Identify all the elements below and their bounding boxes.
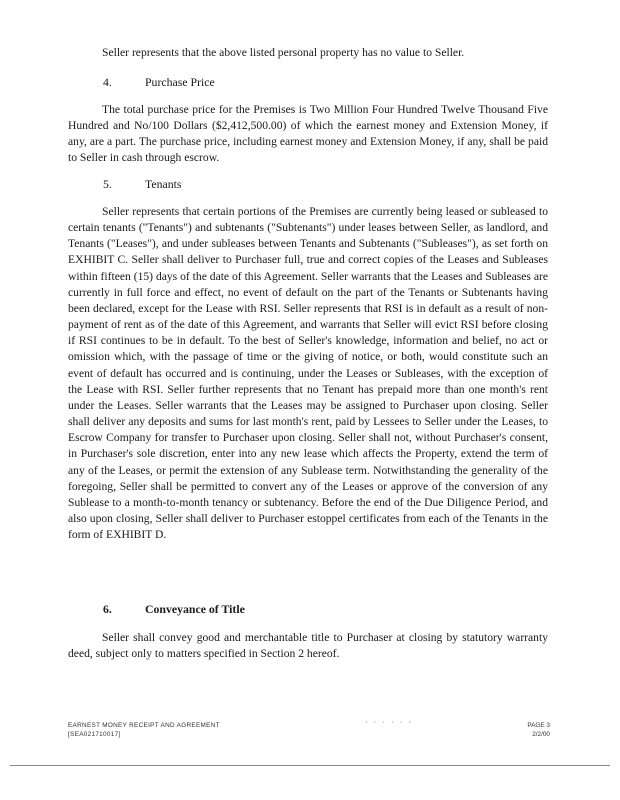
- personal-property-paragraph: [68, 45, 548, 61]
- footer-document-title: EARNEST MONEY RECEIPT AND AGREEMENT: [68, 722, 220, 729]
- section-5-title: Tenants: [145, 177, 182, 191]
- footer-page-number: PAGE 3: [527, 722, 550, 729]
- scan-edge-line: [10, 765, 610, 766]
- section-5-heading: [103, 176, 182, 192]
- section-5-body: [68, 204, 548, 543]
- section-5-text: Seller represents that certain portions of the Premises are currently being leased or subleased to certain tenants ("Tenants") and subtenants ("Subtenants") under leases between Seller, as landlord, and Tenants ("Leases"), and under subleases between Tenants and Subtenants ("Subleases"), as set forth on EXHIBIT C. Seller shall deliver to Purchaser full, true and correct copies of the Leases and Subleases within fifteen (15) days of the date of this Agreement. Seller warrants that the Leases and Subleases are currently in full force and effect, no event of default on the part of the Tenants or Subtenants having been declared, except for the Lease with RSI. Seller represents that RSI is in default as a result of non-payment of rent as of the date of this Agreement, and warrants that Seller will evict RSI before closing if RSI continues to be in default. To the best of Seller's knowledge, information and belief, no act or omission which, with the passage of time or the giving of notice, or both, would constitute such an event of default has occurred and is continuing, under the Leases or Subleases, with the exception of the Lease with RSI. Seller further represents that no Tenant has prepaid more than one month's rent under the Leases. Seller warrants that the Leases may be assigned to Purchaser upon closing. Seller shall deliver any deposits and sums for last month's rent, paid by Lessees to Seller under the Leases, to Escrow Company for transfer to Purchaser upon closing. Seller shall not, without Purchaser's consent, in Purchaser's sole discretion, enter into any new lease which affects the Property, extend the term of any of the Leases, or permit the extension of any Sublease term. Notwithstanding the generality of the foregoing, Seller shall be permitted to convert any of the Leases or approve of the conversion of any Sublease to a month-to-month tenancy or subtenancy. Before the end of the Due Diligence Period, and also upon closing, Seller shall deliver to Purchaser estoppel certificates from each of the Tenants in the form of EXHIBIT D.: [68, 205, 548, 542]
- section-4-body: [68, 102, 548, 167]
- section-4-heading: [103, 74, 215, 90]
- footer-scan-marks: · · · · · ·: [365, 718, 413, 727]
- section-6-body: [68, 630, 548, 662]
- section-6-heading: [103, 601, 245, 617]
- section-6-text: Seller shall convey good and merchantable title to Purchaser at closing by statutory warranty deed, subject only to matters specified in Section 2 hereof.: [68, 631, 548, 661]
- section-5-number: 5.: [103, 177, 112, 191]
- section-4-title: Purchase Price: [145, 75, 215, 89]
- section-4-number: 4.: [103, 75, 112, 89]
- footer-document-id: [68, 721, 220, 739]
- footer-document-code: [SEA021710017]: [68, 731, 121, 738]
- section-6-number: 6.: [103, 602, 112, 616]
- section-6-title: Conveyance of Title: [145, 602, 245, 616]
- personal-property-text: Seller represents that the above listed personal property has no value to Seller.: [102, 46, 465, 59]
- section-4-text: The total purchase price for the Premises is Two Million Four Hundred Twelve Thousand Five Hundred and No/100 Dollars ($2,412,500.00) of which the earnest money and Extension Money, if any, are a part. The purchase price, including earnest money and Extension Money, if any, shall be paid to Seller in cash through escrow.: [68, 103, 548, 165]
- footer-page-info: [502, 721, 550, 739]
- footer-date: 2/2/00: [532, 731, 550, 738]
